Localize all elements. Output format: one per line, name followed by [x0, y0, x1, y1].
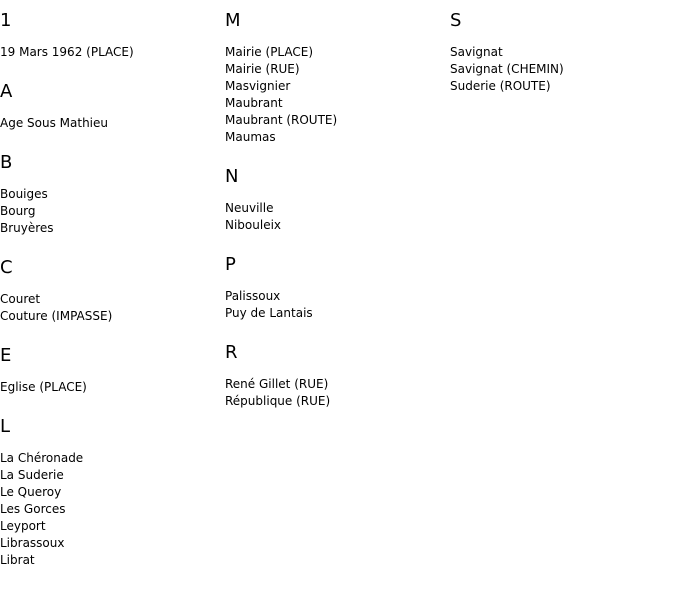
- street-link[interactable]: René Gillet (RUE): [225, 377, 329, 391]
- letter-heading: L: [0, 416, 11, 437]
- street-link[interactable]: Suderie (ROUTE): [450, 79, 551, 93]
- index-column-3: [450, 10, 675, 115]
- letter-heading: B: [0, 152, 13, 173]
- letter-heading: R: [225, 342, 238, 363]
- street-list: [225, 288, 450, 322]
- street-link[interactable]: Les Gorces: [0, 502, 66, 516]
- letter-heading: E: [0, 345, 12, 366]
- letter-group: [0, 10, 225, 61]
- letter-heading: N: [225, 166, 239, 187]
- street-link[interactable]: Neuville: [225, 201, 274, 215]
- letter-group: [0, 345, 225, 396]
- street-link[interactable]: Eglise (PLACE): [0, 380, 87, 394]
- street-link[interactable]: La Chéronade: [0, 451, 84, 465]
- street-link[interactable]: Couret: [0, 292, 41, 306]
- street-link[interactable]: Masvignier: [225, 79, 291, 93]
- street-link[interactable]: Bouiges: [0, 187, 48, 201]
- street-list: [0, 450, 225, 569]
- street-list: [0, 115, 225, 132]
- letter-heading: M: [225, 10, 241, 31]
- letter-heading: 1: [0, 10, 12, 31]
- street-link[interactable]: Mairie (RUE): [225, 62, 300, 76]
- letter-group: [225, 254, 450, 322]
- letter-group: [0, 81, 225, 132]
- street-link[interactable]: Age Sous Mathieu: [0, 116, 108, 130]
- letter-heading: P: [225, 254, 236, 275]
- street-list: [0, 186, 225, 237]
- letter-heading: C: [0, 257, 13, 278]
- letter-group: [450, 10, 675, 95]
- street-list: [225, 376, 450, 410]
- street-list: [0, 291, 225, 325]
- index-column-1: [0, 10, 225, 589]
- street-link[interactable]: La Suderie: [0, 468, 64, 482]
- street-link[interactable]: Bruyères: [0, 221, 54, 235]
- street-link[interactable]: République (RUE): [225, 394, 331, 408]
- street-link[interactable]: Nibouleix: [225, 218, 282, 232]
- street-link[interactable]: Puy de Lantais: [225, 306, 313, 320]
- letter-heading: A: [0, 81, 13, 102]
- street-link[interactable]: Librassoux: [0, 536, 65, 550]
- letter-group: [225, 166, 450, 234]
- street-link[interactable]: Librat: [0, 553, 35, 567]
- street-link[interactable]: Couture (IMPASSE): [0, 309, 113, 323]
- letter-heading: S: [450, 10, 462, 31]
- letter-group: [225, 342, 450, 410]
- street-list: [0, 379, 225, 396]
- letter-group: [0, 416, 225, 569]
- street-link[interactable]: Bourg: [0, 204, 36, 218]
- letter-group: [0, 152, 225, 237]
- street-list: [450, 44, 675, 95]
- street-link[interactable]: Le Queroy: [0, 485, 62, 499]
- street-link[interactable]: Savignat: [450, 45, 503, 59]
- street-list: [225, 200, 450, 234]
- street-link[interactable]: 19 Mars 1962 (PLACE): [0, 45, 134, 59]
- street-link[interactable]: Palissoux: [225, 289, 281, 303]
- street-link[interactable]: Maubrant: [225, 96, 283, 110]
- street-link[interactable]: Maubrant (ROUTE): [225, 113, 338, 127]
- street-link[interactable]: Savignat (CHEMIN): [450, 62, 564, 76]
- letter-group: [0, 257, 225, 325]
- street-link[interactable]: Mairie (PLACE): [225, 45, 314, 59]
- street-link[interactable]: Maumas: [225, 130, 276, 144]
- street-list: [0, 44, 225, 61]
- street-link[interactable]: Leyport: [0, 519, 46, 533]
- index-column-2: [225, 10, 450, 430]
- letter-group: [225, 10, 450, 146]
- street-list: [225, 44, 450, 146]
